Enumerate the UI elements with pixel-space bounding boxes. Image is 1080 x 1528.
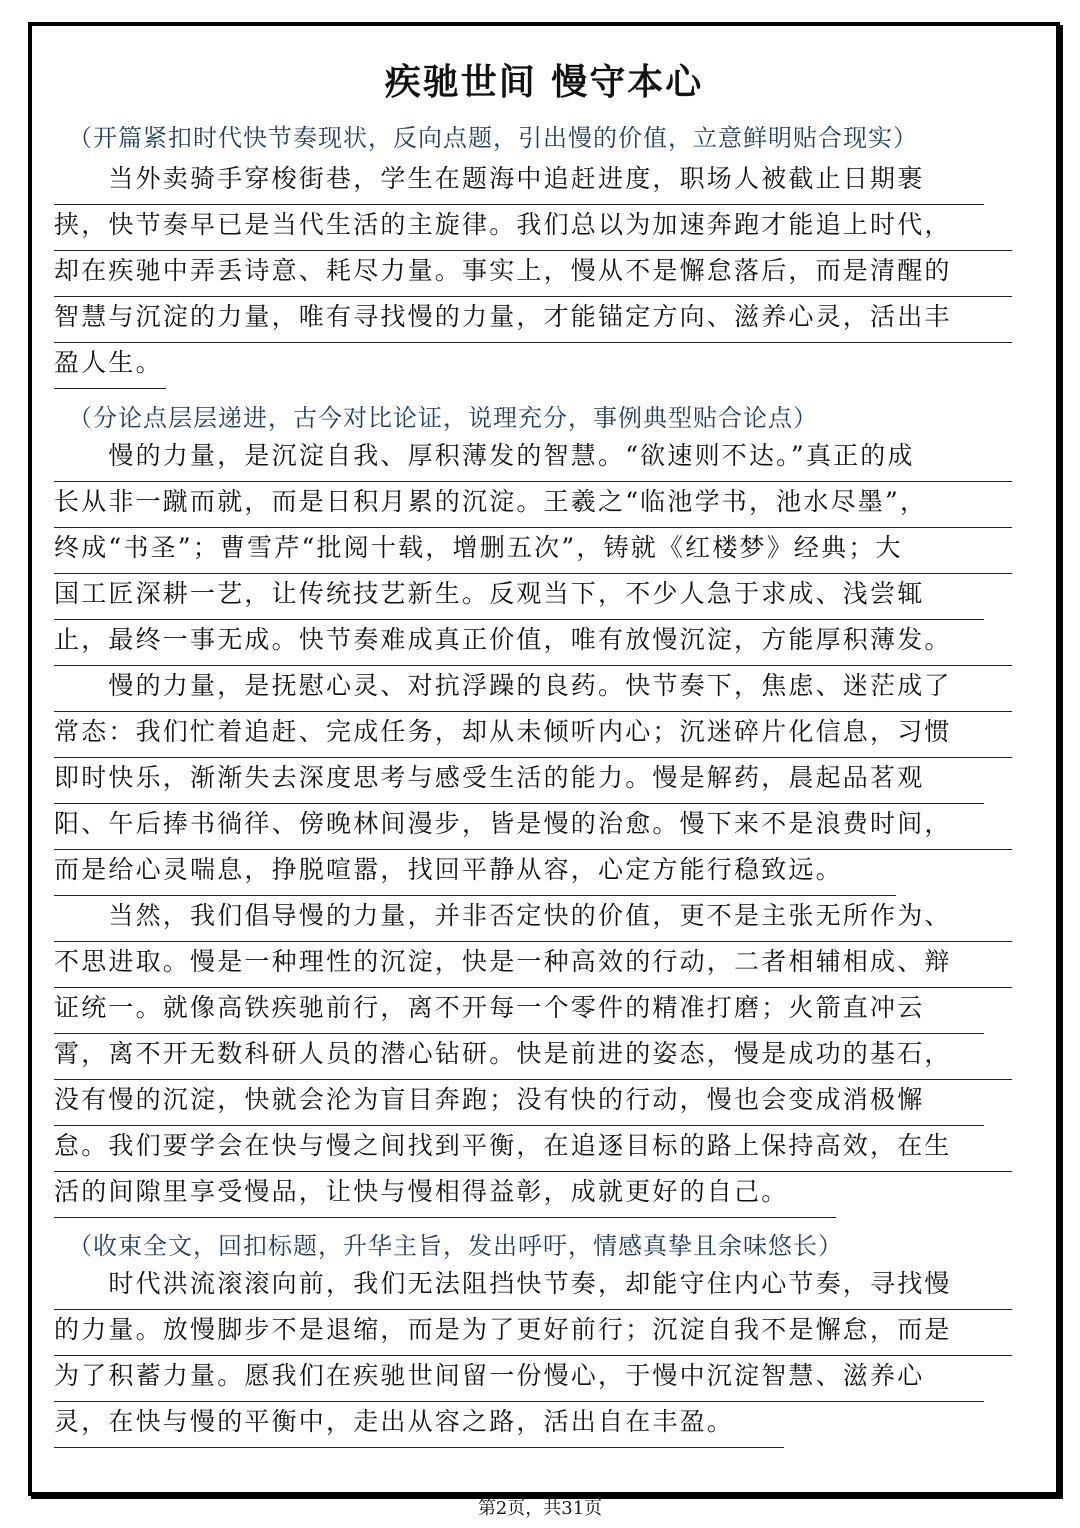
essay-line: 活的间隙里享受慢品，让快与慢相得益彰，成就更好的自己。 <box>54 1172 836 1218</box>
essay-line: 即时快乐，渐渐失去深度思考与感受生活的能力。慢是解药，晨起品茗观 <box>54 758 984 804</box>
essay-line: 的力量。放慢脚步不是退缩，而是为了更好前行；沉淀自我不是懈怠，而是 <box>54 1310 1012 1356</box>
essay-line: 终成“书圣”；曹雪芹“批阅十载，增删五次”，铸就《红楼梦》经典；大 <box>54 528 1012 574</box>
essay-line: 慢的力量，是抚慰心灵、对抗浮躁的良药。快节奏下，焦虑、迷茫成了 <box>54 666 1012 712</box>
essay-line: 时代洪流滚滚向前，我们无法阻挡快节奏，却能守住内心节奏，寻找慢 <box>54 1264 1012 1310</box>
annotation-note: （开篇紧扣时代快节奏现状，反向点题，引出慢的价值，立意鲜明贴合现实） <box>68 124 918 152</box>
essay-line: 长从非一蹴而就，而是日积月累的沉淀。王羲之“临池学书，池水尽墨”， <box>54 482 1012 528</box>
essay-line: 而是给心灵喘息，挣脱喧嚣，找回平静从容，心定方能行稳致远。 <box>54 850 896 896</box>
essay-line: 没有慢的沉淀，快就会沦为盲目奔跑；没有快的行动，慢也会变成消极懈 <box>54 1080 984 1126</box>
essay-line: 怠。我们要学会在快与慢之间找到平衡，在追逐目标的路上保持高效，在生 <box>54 1126 1012 1172</box>
essay-line: 霄，离不开无数科研人员的潜心钻研。快是前进的姿态，慢是成功的基石， <box>54 1034 1012 1080</box>
page-frame <box>28 22 1060 1496</box>
essay-line: 挟，快节奏早已是当代生活的主旋律。我们总以为加速奔跑才能追上时代， <box>54 205 1012 251</box>
essay-line: 证统一。就像高铁疾驰前行，离不开每一个零件的精准打磨；火箭直冲云 <box>54 988 984 1034</box>
essay-line: 当外卖骑手穿梭街巷，学生在题海中追赶进度，职场人被截止日期裹 <box>54 159 984 205</box>
essay-title: 疾驰世间 慢守本心 <box>384 62 704 103</box>
essay-line: 不思进取。慢是一种理性的沉淀，快是一种高效的行动，二者相辅相成、辩 <box>54 942 1012 988</box>
essay-line: 当然，我们倡导慢的力量，并非否定快的价值，更不是主张无所作为、 <box>54 896 1012 942</box>
essay-line: 国工匠深耕一艺，让传统技艺新生。反观当下，不少人急于求成、浅尝辄 <box>54 574 984 620</box>
essay-line: 阳、午后捧书徜徉、傍晚林间漫步，皆是慢的治愈。慢下来不是浪费时间， <box>54 804 1012 850</box>
essay-line: 盈人生。 <box>54 343 166 389</box>
essay-line: 智慧与沉淀的力量，唯有寻找慢的力量，才能锚定方向、滋养心灵，活出丰 <box>54 297 1012 343</box>
essay-line: 止，最终一事无成。快节奏难成真正价值，唯有放慢沉淀，方能厚积薄发。 <box>54 620 1012 666</box>
essay-line: 为了积蓄力量。愿我们在疾驰世间留一份慢心，于慢中沉淀智慧、滋养心 <box>54 1356 984 1402</box>
annotation-note: （分论点层层递进，古今对比论证，说理充分，事例典型贴合论点） <box>68 404 818 432</box>
essay-line: 慢的力量，是沉淀自我、厚积薄发的智慧。“欲速则不达。”真正的成 <box>54 436 1012 482</box>
annotation-note: （收束全文，回扣标题，升华主旨，发出呼吁，情感真挚且余味悠长） <box>68 1232 843 1260</box>
page-number: 第2页，共31页 <box>477 1498 603 1519</box>
essay-line: 灵，在快与慢的平衡中，走出从容之路，活出自在丰盈。 <box>54 1402 784 1448</box>
essay-line: 常态：我们忙着追赶、完成任务，却从未倾听内心；沉迷碎片化信息，习惯 <box>54 712 1012 758</box>
essay-line: 却在疾驰中弄丢诗意、耗尽力量。事实上，慢从不是懈怠落后，而是清醒的 <box>54 251 1012 297</box>
